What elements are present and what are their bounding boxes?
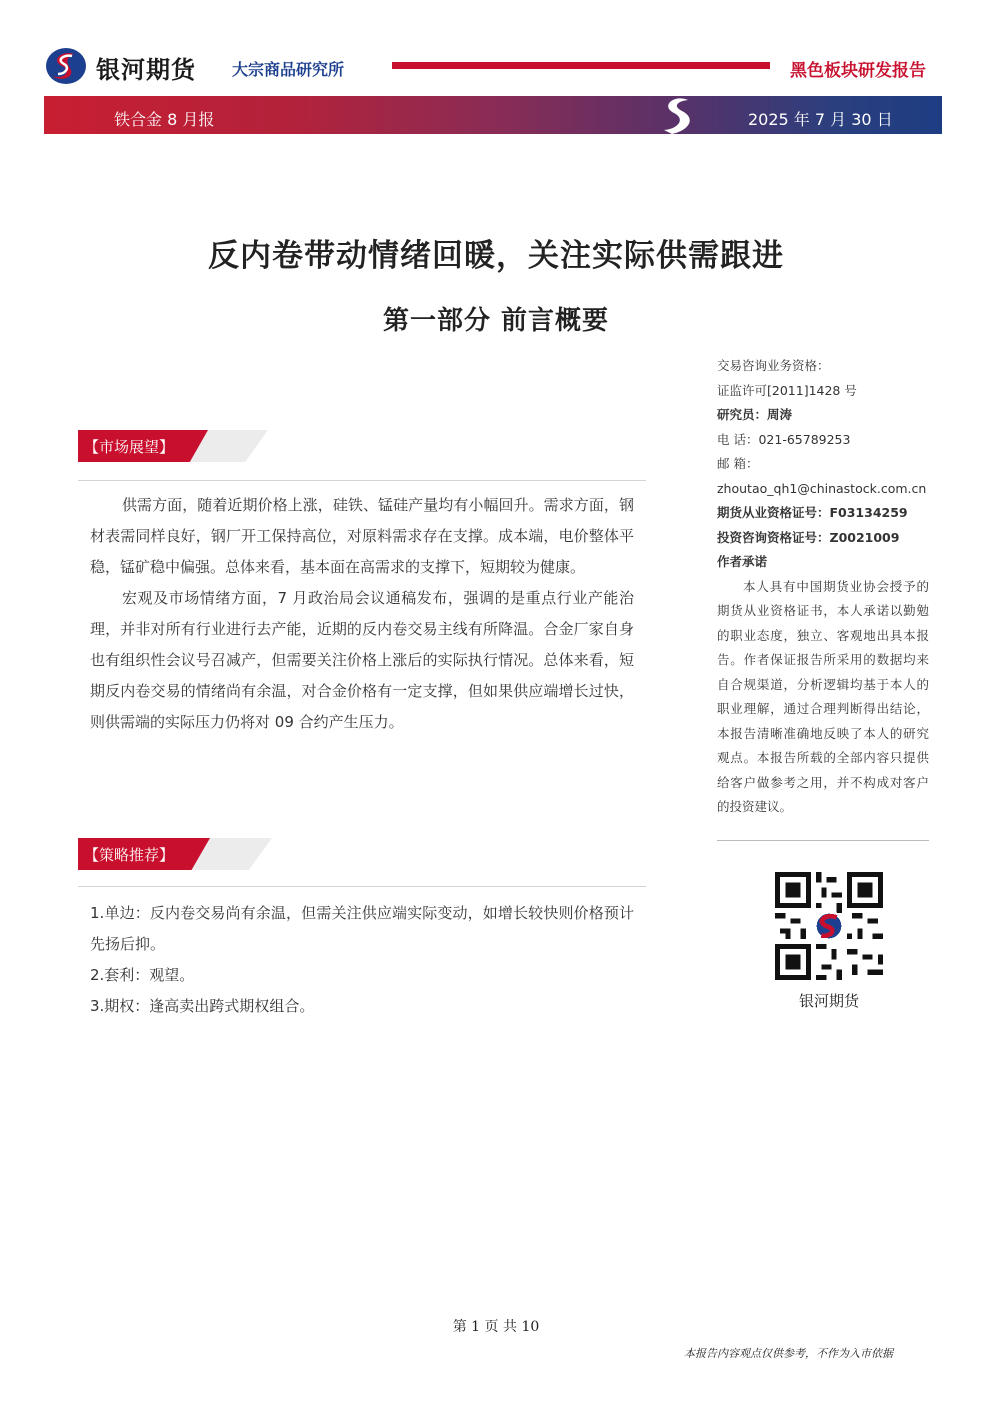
strategy-item: 3.期权：逢高卖出跨式期权组合。 [90,997,315,1015]
pledge-text: 本人具有中国期货业协会授予的期货从业资格证书，本人承诺以勤勉的职业态度，独立、客观地出具本报告。作者保证报告所采用的数据均来自合规渠道，分析逻辑均基于本人的职业理解，通过合理判断得出结论，本报告清晰准确地反映了本人的研究观点。本报告所载的全部内容只提供给客户做参考之用，并不构成对客户的投资建议。 [717,578,929,814]
brand-name: 银河期货 [96,56,196,84]
qr-caption: 银河期货 [798,992,859,1010]
sidebar-line: 研究员：周涛 [717,407,793,422]
strategy-item: 1.单边：反内卷交易尚有余温，但需关注供应端实际变动，如增长较快则价格预计先扬后抑。 [90,904,634,953]
sidebar-line: 交易咨询业务资格： [717,358,830,373]
sidebar-line: 期货从业资格证号：F03134259 [717,505,908,520]
footer-disclaimer: 本报告内容观点仅供参考，不作为入市依据 [684,1347,893,1360]
market-outlook-tag [78,430,268,462]
analyst-email: zhoutao_qh1@chinastock.com.cn [717,480,927,496]
page-number: 第 1 页 共 10 [452,1319,540,1335]
report-type: 黑色板块研发报告 [790,61,926,81]
report-series: 铁合金 8 月报 [114,110,215,129]
market-paragraph-macro: 宏观及市场情绪方面，7 月政治局会议通稿发布，强调的是重点行业产能治理，并非对所有行业进行去产能，近期的反内卷交易主线有所降温。合金厂家自身也有组织性会议号召减产，但需要关注价格上涨后的实际执行情况。总体来看，短期反内卷交易的情绪尚有余温，对合金价格有一定支撑，但如果供应端增长过快，则供需端的实际压力仍将对 09 合约产生压力。 [90,589,634,731]
market-outlook-body [90,490,634,738]
section-title: 第一部分 前言概要 [382,306,610,336]
institute-name: 大宗商品研究所 [232,60,345,79]
pledge-title: 作者承诺 [717,554,768,569]
strategy-label: 【策略推荐】 [84,846,175,864]
galaxy-s-mark-icon [652,96,702,134]
market-outlook-label: 【市场展望】 [84,438,175,456]
market-paragraph-supply: 供需方面，随着近期价格上涨，硅铁、锰硅产量均有小幅回升。需求方面，钢材表需同样良好，钢厂开工保持高位，对原料需求存在支撑。成本端，电价整体平稳，锰矿稳中偏强。总体来看，基本面在高需求的支撑下，短期较为健康。 [90,496,634,576]
sidebar-line: 证监许可[2011]1428 号 [717,382,857,398]
strategy-list [90,898,634,1022]
section-divider [78,886,646,887]
qr-code-icon [775,872,883,980]
page-title: 反内卷带动情绪回暖，关注实际供需跟进 [208,238,784,274]
strategy-item: 2.套利：观望。 [90,966,195,984]
strategy-tag [78,838,272,870]
sidebar-line: 投资咨询资格证号：Z0021009 [717,529,900,545]
sidebar-line: 邮 箱： [717,456,759,471]
analyst-sidebar [717,354,929,820]
section-divider [78,480,646,481]
header-red-bar [392,62,770,69]
sidebar-divider [717,840,929,841]
report-date: 2025 年 7 月 30 日 [748,110,893,129]
sidebar-line: 电 话：021-65789253 [717,431,851,447]
galaxy-logo-icon [44,46,88,86]
